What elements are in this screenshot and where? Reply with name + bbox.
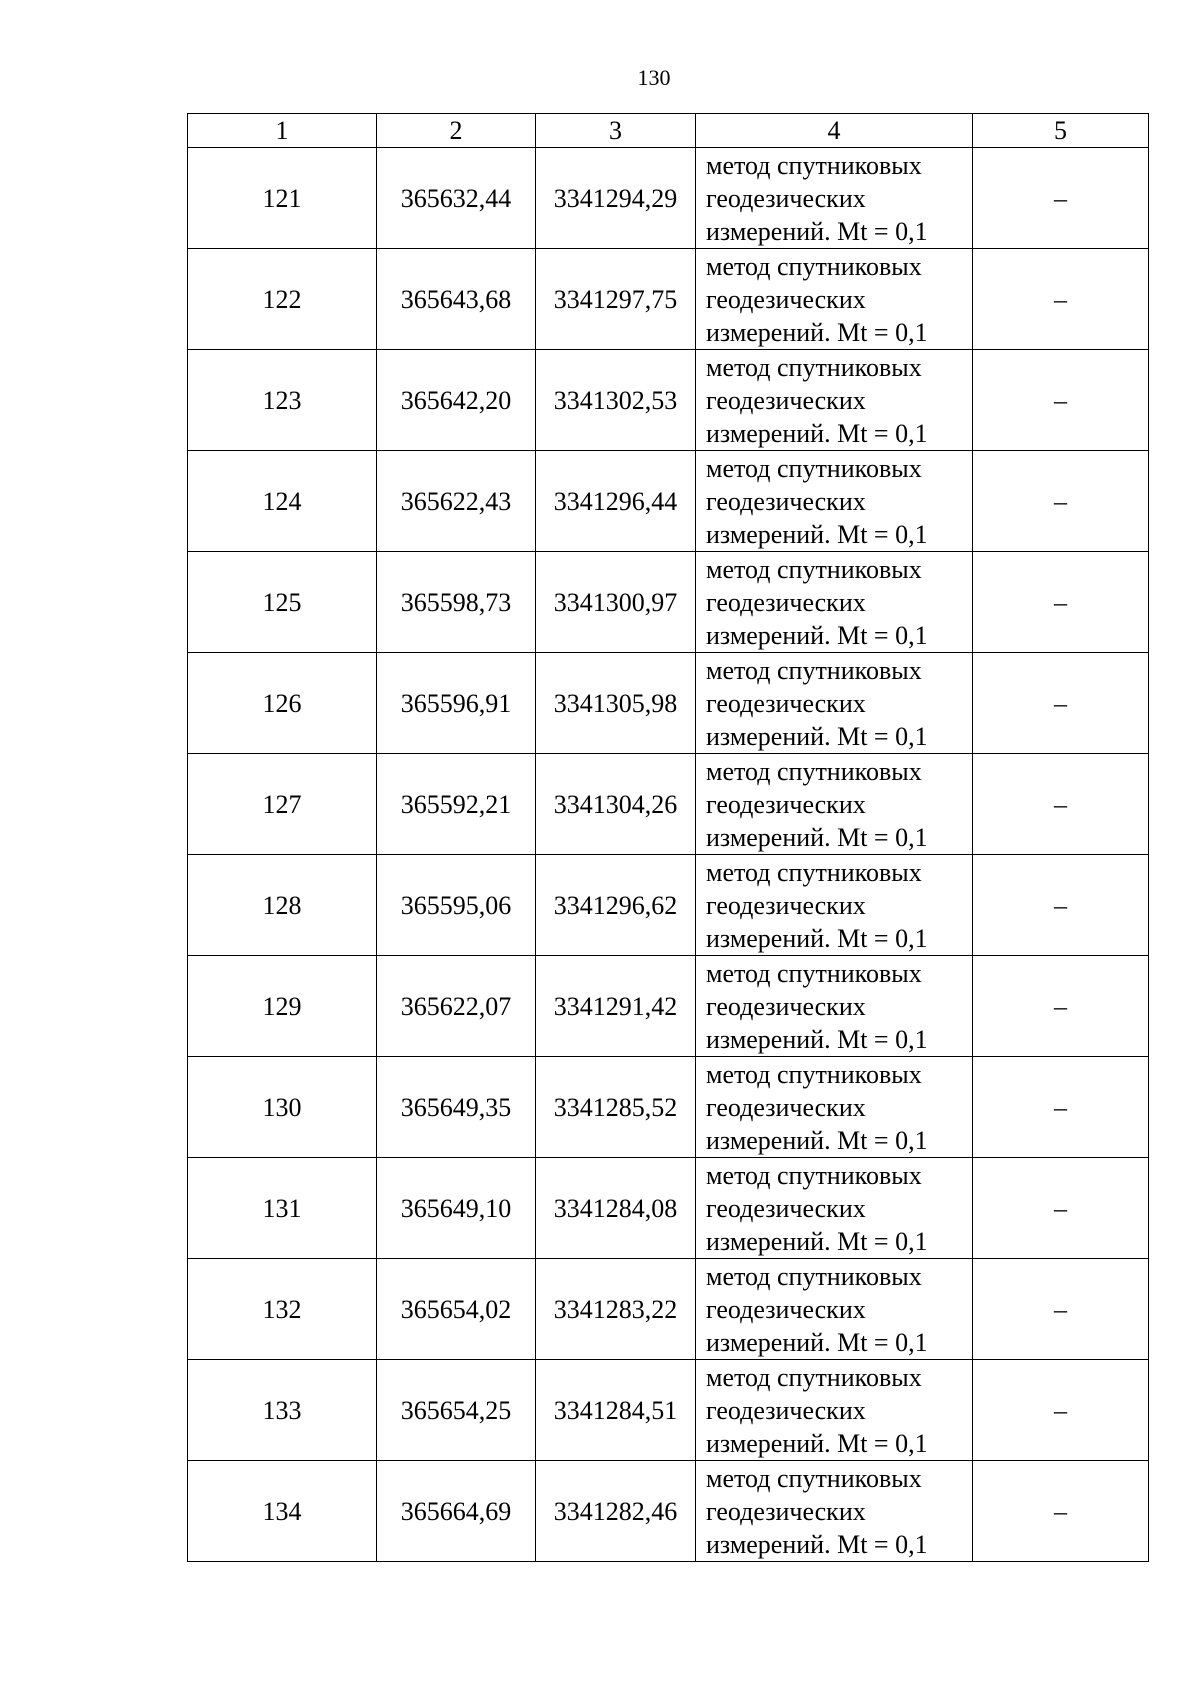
- table-row: [188, 956, 1149, 1057]
- coordinate-y: 3341304,26: [536, 754, 696, 855]
- method-line: геодезических: [706, 486, 866, 516]
- method-line: геодезических: [706, 1092, 866, 1122]
- coordinate-y: 3341291,42: [536, 956, 696, 1057]
- coordinate-y: 3341284,51: [536, 1360, 696, 1461]
- method-line: измерений. Mt = 0,1: [706, 317, 928, 347]
- method-line: метод спутниковых: [706, 756, 922, 786]
- coordinate-y: 3341282,46: [536, 1461, 696, 1562]
- coordinate-x: 365649,10: [377, 1158, 536, 1259]
- column-5-value: –: [973, 956, 1149, 1057]
- point-number: 131: [188, 1158, 377, 1259]
- column-5-value: –: [973, 754, 1149, 855]
- method-description: [696, 451, 973, 552]
- method-description: [696, 855, 973, 956]
- column-5-value: –: [973, 552, 1149, 653]
- method-line: измерений. Mt = 0,1: [706, 923, 928, 953]
- method-line: метод спутниковых: [706, 251, 922, 281]
- table-row: [188, 350, 1149, 451]
- point-number: 124: [188, 451, 377, 552]
- method-line: метод спутниковых: [706, 150, 922, 180]
- method-line: измерений. Mt = 0,1: [706, 1529, 928, 1559]
- column-5-value: –: [973, 350, 1149, 451]
- coordinate-x: 365592,21: [377, 754, 536, 855]
- method-line: метод спутниковых: [706, 655, 922, 685]
- coordinate-y: 3341300,97: [536, 552, 696, 653]
- method-line: геодезических: [706, 385, 866, 415]
- coordinate-x: 365622,07: [377, 956, 536, 1057]
- method-description: [696, 1360, 973, 1461]
- table-body: [188, 148, 1149, 1562]
- point-number: 129: [188, 956, 377, 1057]
- method-description: [696, 1158, 973, 1259]
- column-5-value: –: [973, 1461, 1149, 1562]
- column-5-value: –: [973, 1057, 1149, 1158]
- coordinates-table: [187, 113, 1149, 1562]
- method-line: геодезических: [706, 587, 866, 617]
- coordinate-x: 365643,68: [377, 249, 536, 350]
- coordinate-y: 3341285,52: [536, 1057, 696, 1158]
- header-col-1: 1: [188, 114, 377, 148]
- method-line: метод спутниковых: [706, 1463, 922, 1493]
- table-row: [188, 451, 1149, 552]
- table-row: [188, 1461, 1149, 1562]
- method-line: метод спутниковых: [706, 1261, 922, 1291]
- method-line: измерений. Mt = 0,1: [706, 620, 928, 650]
- method-description: [696, 249, 973, 350]
- point-number: 134: [188, 1461, 377, 1562]
- table-row: [188, 754, 1149, 855]
- method-line: геодезических: [706, 1395, 866, 1425]
- coordinate-x: 365595,06: [377, 855, 536, 956]
- coordinate-y: 3341284,08: [536, 1158, 696, 1259]
- point-number: 122: [188, 249, 377, 350]
- column-5-value: –: [973, 249, 1149, 350]
- table-row: [188, 552, 1149, 653]
- coordinate-y: 3341296,62: [536, 855, 696, 956]
- column-5-value: –: [973, 653, 1149, 754]
- point-number: 125: [188, 552, 377, 653]
- method-line: геодезических: [706, 789, 866, 819]
- method-line: метод спутниковых: [706, 1059, 922, 1089]
- method-line: измерений. Mt = 0,1: [706, 1428, 928, 1458]
- table-row: [188, 148, 1149, 249]
- table-row: [188, 1158, 1149, 1259]
- coordinate-x: 365642,20: [377, 350, 536, 451]
- method-line: метод спутниковых: [706, 352, 922, 382]
- column-5-value: –: [973, 148, 1149, 249]
- coordinate-x: 365632,44: [377, 148, 536, 249]
- method-description: [696, 653, 973, 754]
- column-5-value: –: [973, 451, 1149, 552]
- method-line: измерений. Mt = 0,1: [706, 1024, 928, 1054]
- method-line: метод спутниковых: [706, 857, 922, 887]
- header-col-3: 3: [536, 114, 696, 148]
- table-header: [188, 114, 1149, 148]
- method-line: измерений. Mt = 0,1: [706, 721, 928, 751]
- coordinate-y: 3341294,29: [536, 148, 696, 249]
- point-number: 132: [188, 1259, 377, 1360]
- header-col-5: 5: [973, 114, 1149, 148]
- table-row: [188, 653, 1149, 754]
- column-5-value: –: [973, 1158, 1149, 1259]
- coordinate-x: 365654,02: [377, 1259, 536, 1360]
- method-line: геодезических: [706, 1294, 866, 1324]
- page-number: 130: [637, 65, 671, 90]
- method-line: измерений. Mt = 0,1: [706, 418, 928, 448]
- method-description: [696, 1259, 973, 1360]
- method-line: метод спутниковых: [706, 958, 922, 988]
- method-description: [696, 148, 973, 249]
- table-row: [188, 855, 1149, 956]
- method-line: геодезических: [706, 991, 866, 1021]
- method-line: геодезических: [706, 284, 866, 314]
- method-line: метод спутниковых: [706, 1160, 922, 1190]
- column-5-value: –: [973, 1360, 1149, 1461]
- method-description: [696, 1057, 973, 1158]
- table-row: [188, 1360, 1149, 1461]
- method-line: геодезических: [706, 1193, 866, 1223]
- point-number: 133: [188, 1360, 377, 1461]
- column-5-value: –: [973, 1259, 1149, 1360]
- coordinate-y: 3341296,44: [536, 451, 696, 552]
- coordinate-x: 365649,35: [377, 1057, 536, 1158]
- coordinate-x: 365654,25: [377, 1360, 536, 1461]
- method-line: измерений. Mt = 0,1: [706, 1226, 928, 1256]
- method-line: измерений. Mt = 0,1: [706, 822, 928, 852]
- method-description: [696, 350, 973, 451]
- point-number: 127: [188, 754, 377, 855]
- method-line: метод спутниковых: [706, 554, 922, 584]
- coordinate-y: 3341302,53: [536, 350, 696, 451]
- table-row: [188, 1259, 1149, 1360]
- method-description: [696, 956, 973, 1057]
- point-number: 123: [188, 350, 377, 451]
- coordinate-x: 365596,91: [377, 653, 536, 754]
- coordinate-x: 365622,43: [377, 451, 536, 552]
- header-row: [188, 114, 1149, 148]
- method-description: [696, 754, 973, 855]
- method-line: измерений. Mt = 0,1: [706, 519, 928, 549]
- method-line: метод спутниковых: [706, 1362, 922, 1392]
- table-row: [188, 249, 1149, 350]
- coordinate-y: 3341283,22: [536, 1259, 696, 1360]
- method-line: геодезических: [706, 1496, 866, 1526]
- coordinate-y: 3341297,75: [536, 249, 696, 350]
- method-line: измерений. Mt = 0,1: [706, 216, 928, 246]
- header-col-2: 2: [377, 114, 536, 148]
- point-number: 126: [188, 653, 377, 754]
- coordinate-x: 365598,73: [377, 552, 536, 653]
- table-row: [188, 1057, 1149, 1158]
- method-line: геодезических: [706, 183, 866, 213]
- point-number: 130: [188, 1057, 377, 1158]
- point-number: 121: [188, 148, 377, 249]
- method-line: измерений. Mt = 0,1: [706, 1327, 928, 1357]
- method-line: геодезических: [706, 890, 866, 920]
- method-line: измерений. Mt = 0,1: [706, 1125, 928, 1155]
- method-line: метод спутниковых: [706, 453, 922, 483]
- coordinate-x: 365664,69: [377, 1461, 536, 1562]
- method-description: [696, 1461, 973, 1562]
- method-line: геодезических: [706, 688, 866, 718]
- method-description: [696, 552, 973, 653]
- header-col-4: 4: [696, 114, 973, 148]
- point-number: 128: [188, 855, 377, 956]
- column-5-value: –: [973, 855, 1149, 956]
- coordinate-y: 3341305,98: [536, 653, 696, 754]
